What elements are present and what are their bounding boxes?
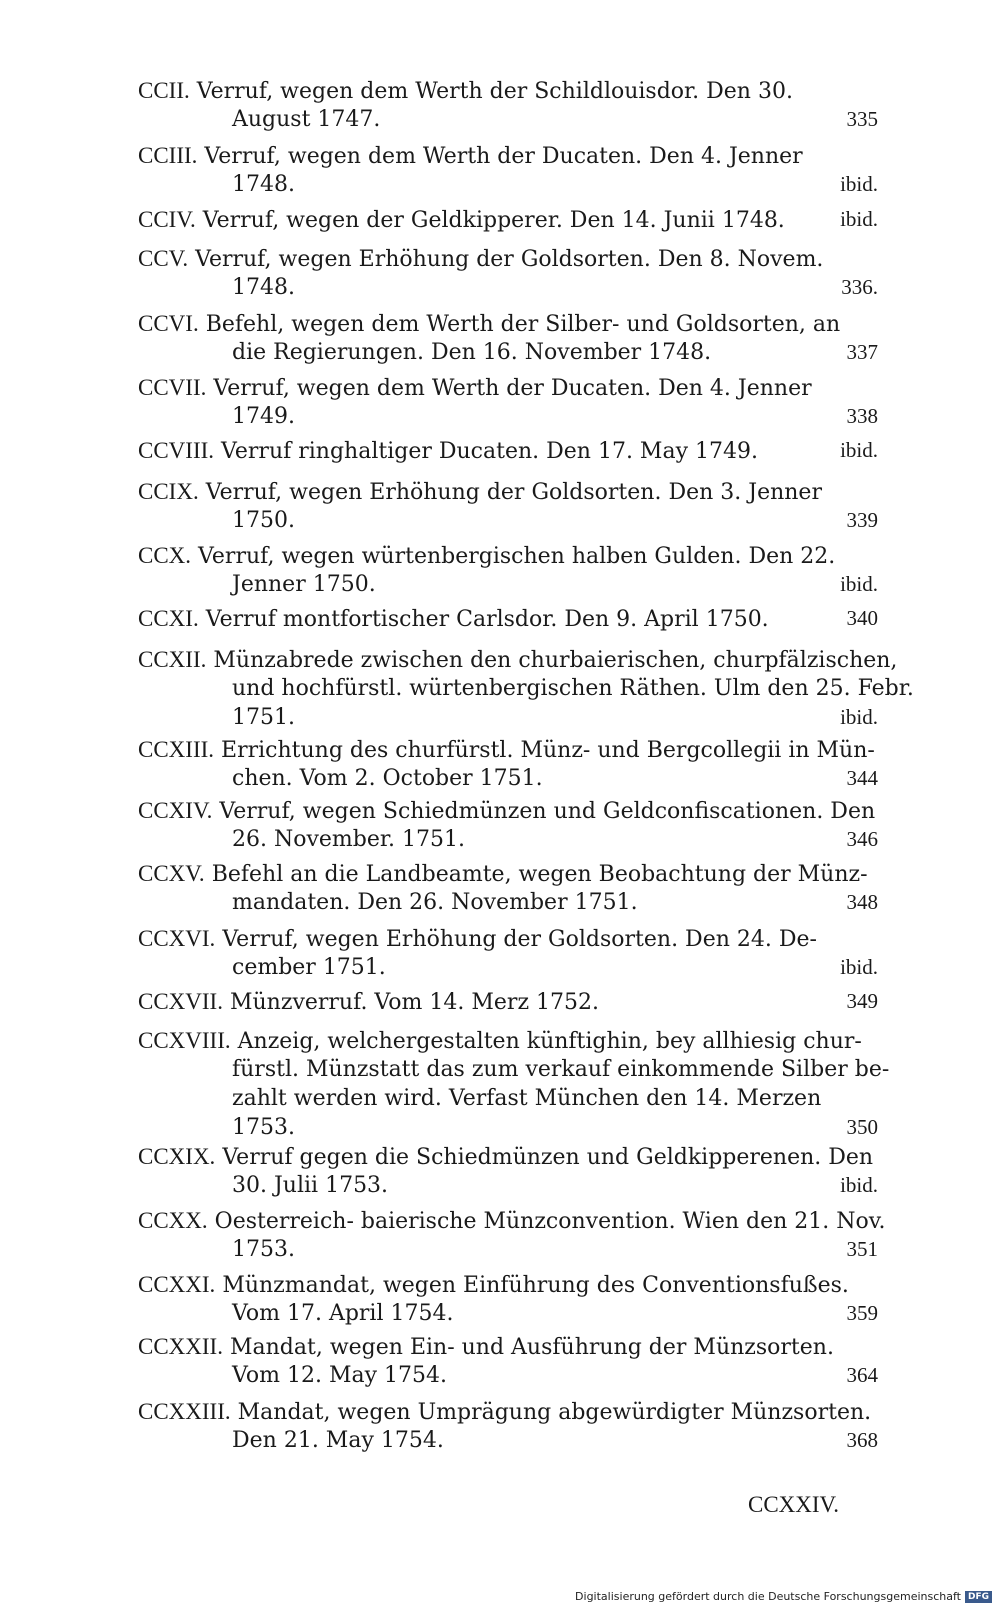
entry-number: CCIII.: [138, 143, 198, 168]
entry-number: CCXI.: [138, 606, 199, 631]
entry-title: Den 21. May 1754.: [232, 1428, 444, 1453]
page-reference: ibid.: [840, 572, 878, 596]
entry-number: CCIX.: [138, 479, 199, 504]
entry-line: [138, 436, 878, 465]
toc-entry: [138, 924, 878, 982]
entry-line: [138, 506, 878, 535]
toc-entry: [138, 1206, 886, 1264]
entry-number: CCXVI.: [138, 926, 216, 951]
entry-line: [138, 924, 878, 953]
entry-number: CCXII.: [138, 647, 207, 672]
toc-entry: [138, 604, 878, 633]
entry-number: CCXV.: [138, 861, 205, 886]
toc-entry: [138, 987, 878, 1016]
entry-line: [138, 888, 878, 917]
entry-title: 1748.: [232, 172, 295, 197]
entry-title: Verruf ringhaltiger Ducaten. Den 17. May 1749.: [221, 439, 758, 464]
entry-line: [138, 796, 878, 825]
entry-line: [138, 105, 878, 134]
page-reference: 348: [846, 890, 878, 914]
entry-line: [138, 141, 878, 170]
entry-title: Errichtung des churfürstl. Münz- und Bergcollegii in Mün-: [221, 738, 875, 763]
entry-title: Verruf, wegen Erhöhung der Goldsorten. Den 8. Novem.: [195, 247, 824, 272]
entry-line: [138, 1397, 878, 1426]
entry-number: CCXIV.: [138, 798, 213, 823]
entry-title: Anzeig, welchergestalten künftighin, bey allhiesig chur-: [237, 1029, 862, 1054]
entry-number: CCXIX.: [138, 1144, 216, 1169]
entry-line: [138, 541, 878, 570]
entry-title: Verruf, wegen würtenbergischen halben Gulden. Den 22.: [198, 544, 836, 569]
entry-number: CCXXI.: [138, 1272, 216, 1297]
entry-title: Münzabrede zwischen den churbaierischen, churpfälzischen,: [213, 648, 898, 673]
entry-line: [138, 1332, 878, 1361]
page-reference: 351: [846, 1237, 878, 1261]
entry-number: CCV.: [138, 246, 189, 271]
entry-title: 26. November. 1751.: [232, 827, 465, 852]
page-reference: ibid.: [840, 438, 878, 462]
toc-entry: [138, 1270, 878, 1328]
entry-line: [138, 1142, 878, 1171]
entry-title: 1751.: [232, 705, 295, 730]
entry-line: [138, 170, 878, 199]
entry-title: 1750.: [232, 508, 295, 533]
entry-number: CCXVIII.: [138, 1028, 231, 1053]
entry-number: CCX.: [138, 543, 192, 568]
entry-number: CCXVII.: [138, 989, 223, 1014]
entry-line: [138, 338, 878, 367]
catchword: CCXXIV.: [748, 1492, 839, 1517]
toc-entry: [138, 244, 878, 302]
toc-entry: [138, 1332, 878, 1390]
page-reference: 350: [846, 1115, 878, 1139]
page-reference: 346: [846, 827, 878, 851]
entry-title: Münzverruf. Vom 14. Merz 1752.: [229, 990, 600, 1015]
entry-title: cember 1751.: [232, 955, 386, 980]
digitization-footer: [575, 1590, 992, 1603]
entry-line: [138, 953, 878, 982]
entry-line: [138, 1206, 886, 1235]
entry-title: Befehl an die Landbeamte, wegen Beobachtung der Münz-: [211, 862, 868, 887]
entry-title: 1749.: [232, 404, 295, 429]
entry-title: Vom 17. April 1754.: [232, 1301, 454, 1326]
entry-title: 30. Julii 1753.: [232, 1173, 389, 1198]
page-reference: 336.: [841, 275, 878, 299]
entry-number: CCIV.: [138, 207, 196, 232]
entry-title: und hochfürstl. würtenbergischen Räthen. Ulm den 25. Febr.: [232, 676, 914, 701]
entry-number: CCXXIII.: [138, 1399, 231, 1424]
toc-entry: [138, 205, 878, 234]
toc-entry: [138, 436, 878, 465]
entry-line: [138, 859, 878, 888]
page-reference: 344: [846, 766, 878, 790]
page-reference: 337: [846, 340, 878, 364]
entry-line: [138, 1084, 878, 1113]
entry-line: [138, 987, 878, 1016]
entry-number: CCXIII.: [138, 737, 215, 762]
entry-line: [138, 764, 878, 793]
page-reference: 339: [846, 508, 878, 532]
entry-number: CCII.: [138, 78, 190, 103]
entry-line: [138, 373, 878, 402]
entry-line: [138, 402, 878, 431]
entry-line: [138, 1171, 878, 1200]
entry-line: [138, 1026, 878, 1055]
entry-number: CCVIII.: [138, 438, 215, 463]
entry-title: Verruf, wegen dem Werth der Ducaten. Den 4. Jenner: [204, 144, 803, 169]
toc-entry: [138, 735, 878, 793]
entry-line: [138, 244, 878, 273]
toc-entry: [138, 796, 878, 854]
entry-number: CCXX.: [138, 1208, 208, 1233]
entry-line: [138, 1235, 878, 1264]
entry-number: CCXXII.: [138, 1334, 223, 1359]
entry-title: Verruf, wegen Erhöhung der Goldsorten. Den 24. De-: [222, 927, 817, 952]
entry-title: fürstl. Münzstatt das zum verkauf einkommende Silber be-: [232, 1057, 890, 1082]
entry-title: Befehl, wegen dem Werth der Silber- und Goldsorten, an: [205, 312, 841, 337]
entry-title: Verruf, wegen dem Werth der Schildlouisdor. Den 30.: [196, 79, 793, 104]
entry-line: [138, 703, 878, 732]
entry-title: Vom 12. May 1754.: [232, 1363, 447, 1388]
toc-entry: [138, 309, 878, 367]
page-reference: ibid.: [840, 955, 878, 979]
entry-title: Mandat, wegen Ein- und Ausführung der Münzsorten.: [229, 1335, 834, 1360]
entry-line: [138, 825, 878, 854]
entry-title: Verruf, wegen Erhöhung der Goldsorten. Den 3. Jenner: [205, 480, 822, 505]
toc-entry: [138, 1142, 878, 1200]
page-reference: 340: [846, 606, 878, 630]
entry-title: mandaten. Den 26. November 1751.: [232, 890, 638, 915]
entry-title: 1753.: [232, 1115, 295, 1140]
footer-text: Digitalisierung gefördert durch die Deutsche Forschungsgemeinschaft: [575, 1590, 961, 1603]
entry-line: [138, 1055, 890, 1084]
page-reference: 359: [846, 1301, 878, 1325]
entry-title: die Regierungen. Den 16. November 1748.: [232, 340, 712, 365]
entry-line: [138, 1270, 878, 1299]
entry-line: [138, 273, 878, 302]
entry-title: 1748.: [232, 275, 295, 300]
page-reference: 364: [846, 1363, 878, 1387]
page-reference: ibid.: [840, 1173, 878, 1197]
entry-title: zahlt werden wird. Verfast München den 14. Merzen: [232, 1086, 822, 1111]
page-reference: ibid.: [840, 705, 878, 729]
entry-number: CCVI.: [138, 311, 199, 336]
entry-title: Münzmandat, wegen Einführung des Conventionsfußes.: [222, 1273, 849, 1298]
page-reference: ibid.: [840, 207, 878, 231]
entry-title: August 1747.: [232, 107, 381, 132]
entry-line: [138, 604, 878, 633]
entry-title: Verruf, wegen Schiedmünzen und Geldconfiscationen. Den: [219, 799, 876, 824]
entry-line: [138, 1426, 878, 1455]
toc-entry: [138, 541, 878, 599]
toc-entry: [138, 1026, 890, 1142]
entry-title: chen. Vom 2. October 1751.: [232, 766, 543, 791]
toc-entry: [138, 645, 914, 732]
entry-title: Mandat, wegen Umprägung abgewürdigter Münzsorten.: [237, 1400, 872, 1425]
toc-entry: [138, 1397, 878, 1455]
entry-line: [138, 1361, 878, 1390]
toc-entry: [138, 141, 878, 199]
page-reference: ibid.: [840, 172, 878, 196]
entry-title: Verruf montfortischer Carlsdor. Den 9. April 1750.: [205, 607, 769, 632]
page-reference: 335: [846, 107, 878, 131]
entry-title: 1753.: [232, 1237, 295, 1262]
page-reference: 338: [846, 404, 878, 428]
entry-line: [138, 1113, 878, 1142]
entry-title: Jenner 1750.: [232, 572, 376, 597]
entry-title: Oesterreich- baierische Münzconvention. Wien den 21. Nov.: [214, 1209, 886, 1234]
toc-entry: [138, 859, 878, 917]
entry-line: [138, 205, 878, 234]
entry-line: [138, 309, 878, 338]
toc-entry: [138, 477, 878, 535]
entry-title: Verruf gegen die Schiedmünzen und Geldkipperenen. Den: [222, 1145, 874, 1170]
entry-title: Verruf, wegen dem Werth der Ducaten. Den 4. Jenner: [213, 376, 812, 401]
page-reference: 349: [846, 989, 878, 1013]
entry-number: CCVII.: [138, 375, 207, 400]
entry-line: [138, 1299, 878, 1328]
toc-entry: [138, 373, 878, 431]
entry-line: [138, 570, 878, 599]
entry-line: [138, 735, 878, 764]
entry-line: [138, 76, 878, 105]
entry-line: [138, 674, 914, 703]
entry-line: [138, 477, 878, 506]
entry-title: Verruf, wegen der Geldkipperer. Den 14. Junii 1748.: [202, 208, 785, 233]
page-reference: 368: [846, 1428, 878, 1452]
dfg-logo-icon: DFG: [965, 1591, 992, 1603]
entry-line: [138, 645, 898, 674]
toc-entry: [138, 76, 878, 134]
